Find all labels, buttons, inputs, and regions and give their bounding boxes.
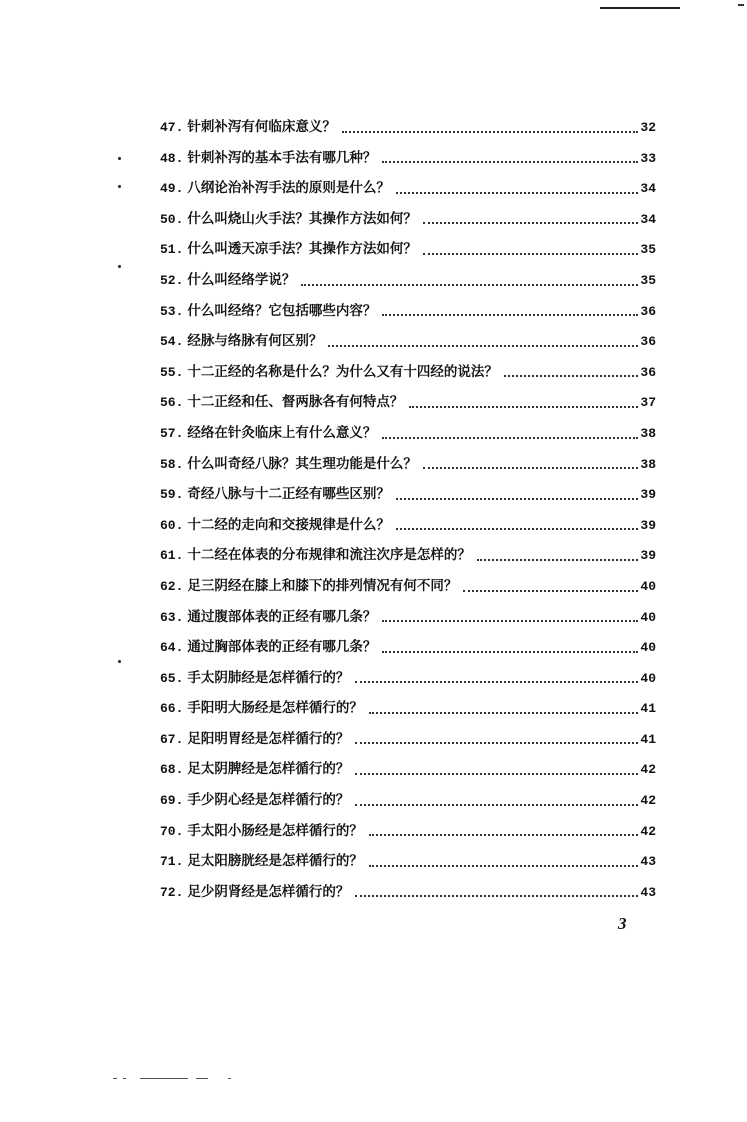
dot-leader: [355, 681, 638, 683]
toc-entry: [160, 602, 656, 633]
entry-title: 八纲论治补泻手法的原则是什么？: [187, 180, 390, 197]
entry-page: 35: [640, 272, 656, 288]
toc-entry: [160, 663, 656, 694]
entry-number: 58.: [160, 456, 184, 472]
entry-title: 足三阴经在膝上和膝下的排列情况有何不同？: [187, 577, 458, 594]
entry-number: 49.: [160, 181, 184, 197]
entry-number: 54.: [160, 334, 184, 350]
entry-number: 60.: [160, 517, 184, 533]
dot-leader: [355, 773, 638, 775]
entry-title: 什么叫经络？它包括哪些内容？: [187, 302, 377, 319]
dot-leader: [355, 742, 638, 744]
entry-number: 63.: [160, 609, 184, 625]
entry-number: 50.: [160, 211, 184, 227]
toc-entry: [160, 510, 656, 541]
toc-entry: [160, 387, 656, 418]
entry-title: 通过腹部体表的正经有哪几条？: [187, 608, 377, 625]
dot-leader: [328, 345, 638, 347]
scan-mark: [738, 4, 744, 6]
entry-page: 39: [640, 487, 656, 503]
entry-title: 十二经在体表的分布规律和流注次序是怎样的？: [187, 547, 471, 564]
entry-number: 56.: [160, 395, 184, 411]
dot-leader: [301, 284, 638, 286]
dot-leader: [382, 651, 638, 653]
toc-entry: [160, 816, 656, 847]
scan-speck: [118, 157, 121, 160]
toc-entry: [160, 173, 656, 204]
entry-title: 十二正经和任、督两脉各有何特点？: [187, 394, 404, 411]
top-rule: [600, 7, 680, 9]
scan-speck: [118, 660, 121, 663]
scan-mark: [140, 1078, 188, 1079]
entry-page: 39: [640, 517, 656, 533]
scan-mark: [228, 1078, 231, 1079]
entry-page: 42: [640, 762, 656, 778]
page-number: 3: [618, 914, 627, 933]
toc-entry: [160, 540, 656, 571]
entry-title: 什么叫奇经八脉？其生理功能是什么？: [187, 455, 417, 472]
toc-entry: [160, 632, 656, 663]
entry-number: 57.: [160, 425, 184, 441]
entry-number: 71.: [160, 854, 184, 870]
entry-page: 38: [640, 425, 656, 441]
dot-leader: [382, 620, 638, 622]
entry-number: 67.: [160, 731, 184, 747]
entry-title: 手太阳小肠经是怎样循行的？: [187, 822, 363, 839]
dot-leader: [382, 314, 638, 316]
entry-page: 40: [640, 578, 656, 594]
toc-entry: [160, 265, 656, 296]
entry-page: 36: [640, 334, 656, 350]
table-of-contents: [160, 112, 656, 907]
toc-entry: [160, 234, 656, 265]
entry-title: 足少阴肾经是怎样循行的？: [187, 883, 350, 900]
dot-leader: [369, 712, 638, 714]
scan-mark: [196, 1078, 208, 1079]
entry-page: 41: [640, 701, 656, 717]
entry-title: 手太阴肺经是怎样循行的？: [187, 669, 350, 686]
entry-page: 42: [640, 793, 656, 809]
toc-entry: [160, 754, 656, 785]
entry-title: 针刺补泻有何临床意义？: [187, 119, 336, 135]
entry-number: 70.: [160, 823, 184, 839]
entry-number: 47.: [160, 120, 184, 135]
entry-title: 十二经的走向和交接规律是什么？: [187, 516, 390, 533]
entry-title: 经脉与络脉有何区别？: [187, 333, 323, 350]
entry-page: 42: [640, 823, 656, 839]
entry-number: 69.: [160, 793, 184, 809]
dot-leader: [396, 192, 638, 194]
entry-page: 36: [640, 303, 656, 319]
entry-page: 37: [640, 395, 656, 411]
entry-title: 经络在针灸临床上有什么意义？: [187, 424, 377, 441]
dot-leader: [396, 528, 638, 530]
entry-title: 什么叫经络学说？: [187, 271, 296, 288]
dot-leader: [355, 895, 638, 897]
entry-number: 51.: [160, 242, 184, 258]
dot-leader: [477, 559, 638, 561]
toc-entry: [160, 724, 656, 755]
toc-entry: [160, 785, 656, 816]
toc-entry: [160, 418, 656, 449]
entry-number: 72.: [160, 884, 184, 900]
toc-entry: [160, 296, 656, 327]
entry-page: 41: [640, 731, 656, 747]
entry-number: 65.: [160, 670, 184, 686]
entry-title: 什么叫透天凉手法？其操作方法如何？: [187, 241, 417, 258]
entry-title: 手少阴心经是怎样循行的？: [187, 792, 350, 809]
entry-number: 59.: [160, 487, 184, 503]
dot-leader: [463, 590, 638, 592]
entry-page: 40: [640, 640, 656, 656]
toc-entry: [160, 326, 656, 357]
scan-mark: [113, 1078, 117, 1079]
entry-page: 34: [640, 181, 656, 197]
entry-title: 足太阳膀胱经是怎样循行的？: [187, 853, 363, 870]
scan-mark: [123, 1078, 126, 1079]
dot-leader: [369, 865, 638, 867]
toc-entry: [160, 357, 656, 388]
entry-title: 手阳明大肠经是怎样循行的？: [187, 700, 363, 717]
toc-entry: [160, 449, 656, 480]
entry-page: 35: [640, 242, 656, 258]
entry-page: 36: [640, 364, 656, 380]
toc-entry: [160, 571, 656, 602]
entry-number: 61.: [160, 548, 184, 564]
dot-leader: [423, 222, 638, 224]
entry-title: 十二正经的名称是什么？为什么又有十四经的说法？: [187, 363, 498, 380]
entry-number: 52.: [160, 272, 184, 288]
entry-title: 通过胸部体表的正经有哪几条？: [187, 639, 377, 656]
toc-entry: [160, 143, 656, 174]
dot-leader: [369, 834, 638, 836]
entry-page: 34: [640, 211, 656, 227]
toc-entry: [160, 479, 656, 510]
toc-entry: [160, 693, 656, 724]
scan-speck: [118, 265, 121, 268]
dot-leader: [409, 406, 638, 408]
dot-leader: [355, 804, 638, 806]
entry-page: 39: [640, 548, 656, 564]
entry-number: 53.: [160, 303, 184, 319]
entry-title: 什么叫烧山火手法？其操作方法如何？: [187, 210, 417, 227]
entry-number: 55.: [160, 364, 184, 380]
entry-title: 足太阴脾经是怎样循行的？: [187, 761, 350, 778]
scan-speck: [118, 185, 121, 188]
entry-page: 40: [640, 609, 656, 625]
entry-number: 68.: [160, 762, 184, 778]
dot-leader: [382, 437, 638, 439]
dot-leader: [396, 498, 638, 500]
dot-leader: [382, 161, 638, 163]
entry-title: 足阳明胃经是怎样循行的？: [187, 730, 350, 747]
dot-leader: [504, 375, 638, 377]
toc-entry: [160, 877, 656, 908]
entry-page: 40: [640, 670, 656, 686]
entry-page: 32: [640, 120, 656, 135]
dot-leader: [423, 467, 638, 469]
entry-number: 48.: [160, 150, 184, 166]
entry-number: 66.: [160, 701, 184, 717]
toc-entry: [160, 846, 656, 877]
toc-entry: [160, 112, 656, 143]
entry-page: 33: [640, 150, 656, 166]
entry-number: 64.: [160, 640, 184, 656]
entry-number: 62.: [160, 578, 184, 594]
entry-title: 奇经八脉与十二正经有哪些区别？: [187, 486, 390, 503]
dot-leader: [423, 253, 638, 255]
entry-page: 38: [640, 456, 656, 472]
entry-page: 43: [640, 884, 656, 900]
entry-page: 43: [640, 854, 656, 870]
entry-title: 针刺补泻的基本手法有哪几种？: [187, 149, 377, 166]
dot-leader: [342, 131, 638, 133]
toc-entry: [160, 204, 656, 235]
